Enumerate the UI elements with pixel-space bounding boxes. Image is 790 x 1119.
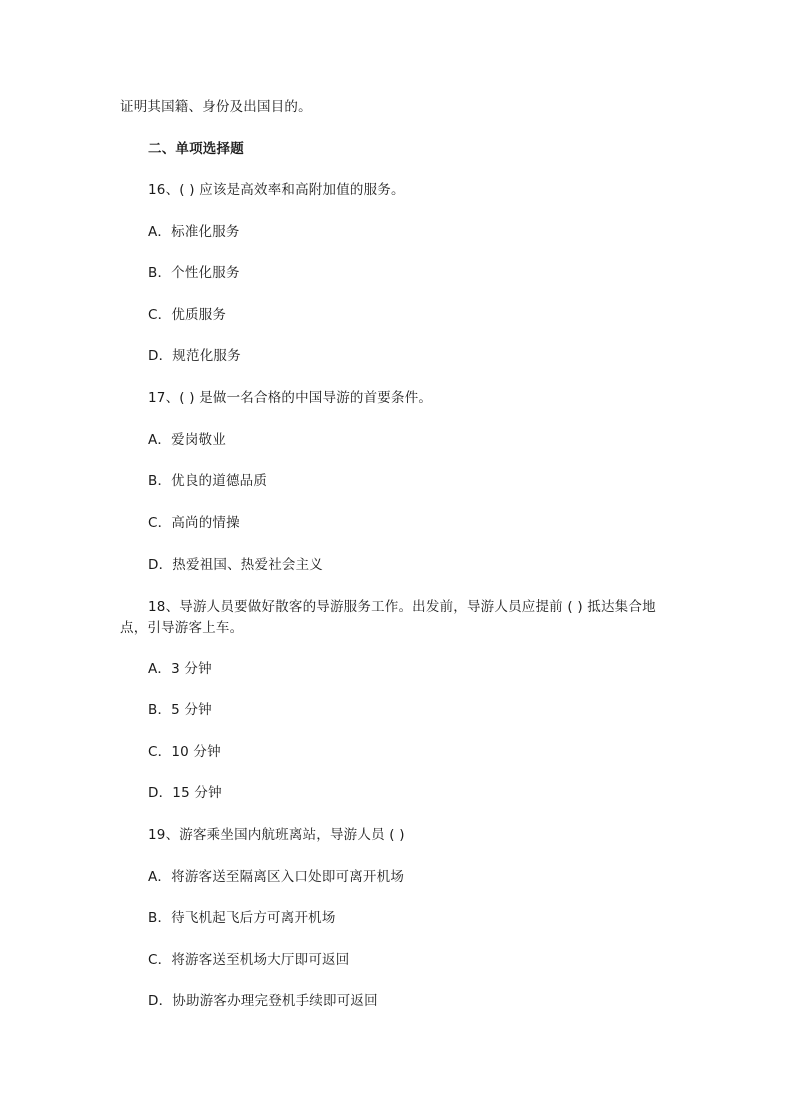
question-17-option-c: C．高尚的情操 [148,515,240,531]
question-16-option-a: A．标准化服务 [148,224,240,240]
question-19-stem: 19、游客乘坐国内航班离站，导游人员 ( ) [148,827,405,843]
question-18-stem-line-1: 18、导游人员要做好散客的导游服务工作。出发前，导游人员应提前 ( ) 抵达集合地 [148,599,656,615]
section-title: 二、单项选择题 [148,141,244,157]
question-16-stem: 16、( ) 应该是高效率和高附加值的服务。 [148,182,405,198]
intro-line: 证明其国籍、身份及出国目的。 [120,99,312,115]
question-16-option-c: C．优质服务 [148,307,227,323]
question-18-option-c: C．10 分钟 [148,744,221,760]
question-16-option-b: B．个性化服务 [148,265,240,281]
question-19-option-a: A．将游客送至隔离区入口处即可离开机场 [148,869,405,885]
question-19-option-c: C．将游客送至机场大厅即可返回 [148,952,350,968]
question-18-option-b: B．5 分钟 [148,702,212,718]
question-18-option-a: A．3 分钟 [148,661,212,677]
question-17-option-b: B．优良的道德品质 [148,473,268,489]
question-17-option-d: D．热爱祖国、热爱社会主义 [148,557,323,573]
question-18-stem-line-2: 点，引导游客上车。 [120,620,244,636]
question-17-stem: 17、( ) 是做一名合格的中国导游的首要条件。 [148,390,433,406]
question-18-option-d: D．15 分钟 [148,785,222,801]
question-19-option-d: D．协助游客办理完登机手续即可返回 [148,993,378,1009]
question-16-option-d: D．规范化服务 [148,348,241,364]
question-17-option-a: A．爱岗敬业 [148,432,226,448]
question-19-option-b: B．待飞机起飞后方可离开机场 [148,910,336,926]
